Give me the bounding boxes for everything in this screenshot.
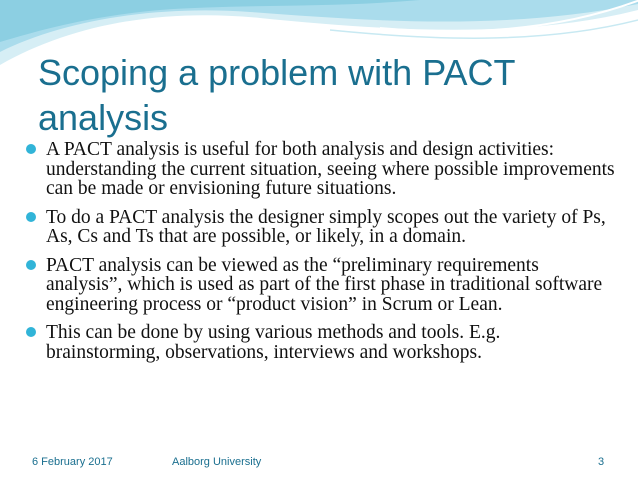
page-number: 3 [598,456,605,468]
bullet-text: This can be done by using various methods and tools. E.g. brainstorming, observations, interviews and workshops. [46,322,501,363]
slide-title: Scoping a problem with PACT analysis [38,52,515,138]
bullet-text: PACT analysis can be viewed as the “preliminary requirements analysis”, which is used as part of the first phase in traditional software engineering process or “product vision” in Scrum or Lean. [46,254,603,315]
bullet-list [26,140,616,371]
bullet-dot-icon [26,260,36,270]
bullet-item [26,323,616,362]
footer-date: 6 February 2017 [32,456,113,468]
bullet-text: To do a PACT analysis the designer simply scopes out the variety of Ps, As, Cs and Ts that are possible, or likely, in a domain. [46,206,606,247]
bullet-text: A PACT analysis is useful for both analysis and design activities: understanding the current situation, seeing where possible improvements can be made or envisioning future situations. [46,139,615,199]
bullet-dot-icon [26,144,36,154]
bullet-dot-icon [26,212,36,222]
bullet-dot-icon [26,327,36,337]
bullet-item [26,208,616,247]
footer-organization: Aalborg University [172,456,262,468]
bullet-item [26,140,616,199]
bullet-item [26,256,616,315]
